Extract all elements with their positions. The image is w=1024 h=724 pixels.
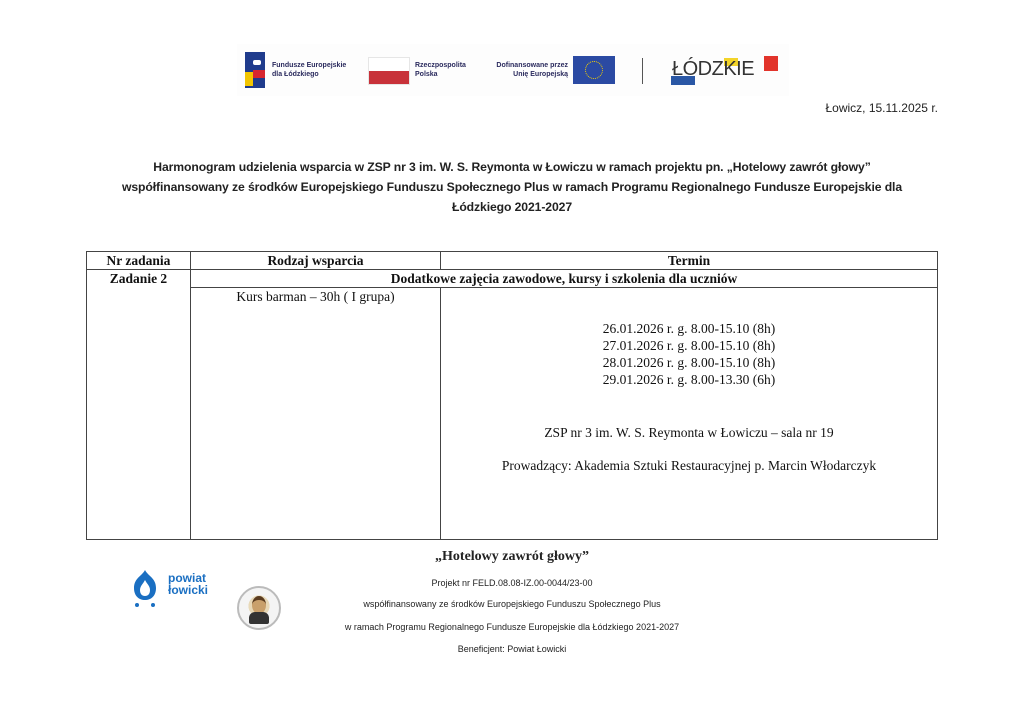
title-line-2: współfinansowany ze środków Europejskiego Funduszu Społecznego Plus w ramach Programu Regionalnego Fundusze Europejskie dla bbox=[121, 180, 903, 194]
footer-program: w ramach Programu Regionalnego Fundusze Europejskie dla Łódzkiego 2021-2027 bbox=[344, 622, 680, 632]
fundusze-line2: dla Łódzkiego bbox=[272, 71, 319, 78]
footer-project-title: „Hotelowy zawrót głowy” bbox=[435, 549, 589, 564]
powiat-line2: łowicki bbox=[168, 583, 209, 597]
fundusze-line1: Fundusze Europejskie bbox=[272, 62, 347, 69]
title-line-1: Harmonogram udzielenia wsparcia w ZSP nr 3 im. W. S. Reymonta w Łowiczu w ramach projektu pn. „Hotelowy zawrót głowy” bbox=[153, 160, 871, 174]
header-termin: Termin bbox=[441, 252, 938, 270]
document-date: Łowicz, 15.11.2025 r. bbox=[825, 101, 938, 115]
header-nr-zadania: Nr zadania bbox=[87, 252, 191, 270]
schedule-cell bbox=[441, 288, 938, 540]
task-name: Dodatkowe zajęcia zawodowe, kursy i szkolenia dla uczniów bbox=[191, 270, 938, 288]
header-rodzaj-wsparcia: Rodzaj wsparcia bbox=[191, 252, 441, 270]
schedule-date: 28.01.2026 r. g. 8.00-15.10 (8h) bbox=[602, 355, 776, 370]
footer-beneficiary: Beneficjent: Powiat Łowicki bbox=[457, 644, 567, 654]
table-header-row bbox=[87, 252, 938, 270]
fundusze-europejskie-logo-text bbox=[272, 61, 346, 79]
rzeczpospolita-line2: Polska bbox=[415, 71, 438, 78]
lodzkie-logo: ŁÓDZKIE bbox=[672, 58, 755, 80]
task-number bbox=[87, 270, 191, 540]
eu-logo-text bbox=[486, 61, 568, 79]
fundusze-europejskie-flag-icon bbox=[245, 52, 265, 88]
powiat-line1: powiat bbox=[168, 571, 206, 585]
schedule-date: 27.01.2026 r. g. 8.00-15.10 (8h) bbox=[602, 338, 776, 353]
schedule-dates bbox=[441, 320, 937, 388]
eu-line2: Unię Europejską bbox=[513, 71, 568, 78]
title-line-3: Łódzkiego 2021-2027 bbox=[451, 200, 573, 214]
eu-flag-icon bbox=[573, 56, 615, 84]
schedule-date: 26.01.2026 r. g. 8.00-15.10 (8h) bbox=[602, 321, 776, 336]
polish-flag-icon bbox=[368, 57, 410, 85]
footer-cofinanced: współfinansowany ze środków Europejskiego Funduszu Społecznego Plus bbox=[363, 599, 661, 609]
footer-project-number: Projekt nr FELD.08.08-IZ.00-0044/23-00 bbox=[431, 578, 593, 588]
rzeczpospolita-logo-text bbox=[415, 61, 466, 79]
schedule-date: 29.01.2026 r. g. 8.00-13.30 (6h) bbox=[602, 372, 776, 387]
schedule-table bbox=[86, 251, 938, 540]
task-number-text: Zadanie 2 bbox=[109, 271, 168, 286]
location: ZSP nr 3 im. W. S. Reymonta w Łowiczu – sala nr 19 bbox=[544, 425, 834, 440]
rzeczpospolita-line1: Rzeczpospolita bbox=[415, 62, 466, 69]
instructor: Prowadzący: Akademia Sztuki Restauracyjnej p. Marcin Włodarczyk bbox=[501, 458, 877, 473]
lodzkie-red-block bbox=[764, 56, 778, 71]
task-row bbox=[87, 270, 938, 288]
eu-line1: Dofinansowane przez bbox=[496, 62, 568, 69]
support-type: Kurs barman – 30h ( I grupa) bbox=[191, 288, 441, 540]
logo-divider bbox=[642, 58, 643, 84]
document-title bbox=[80, 157, 944, 217]
table-row bbox=[87, 288, 938, 540]
